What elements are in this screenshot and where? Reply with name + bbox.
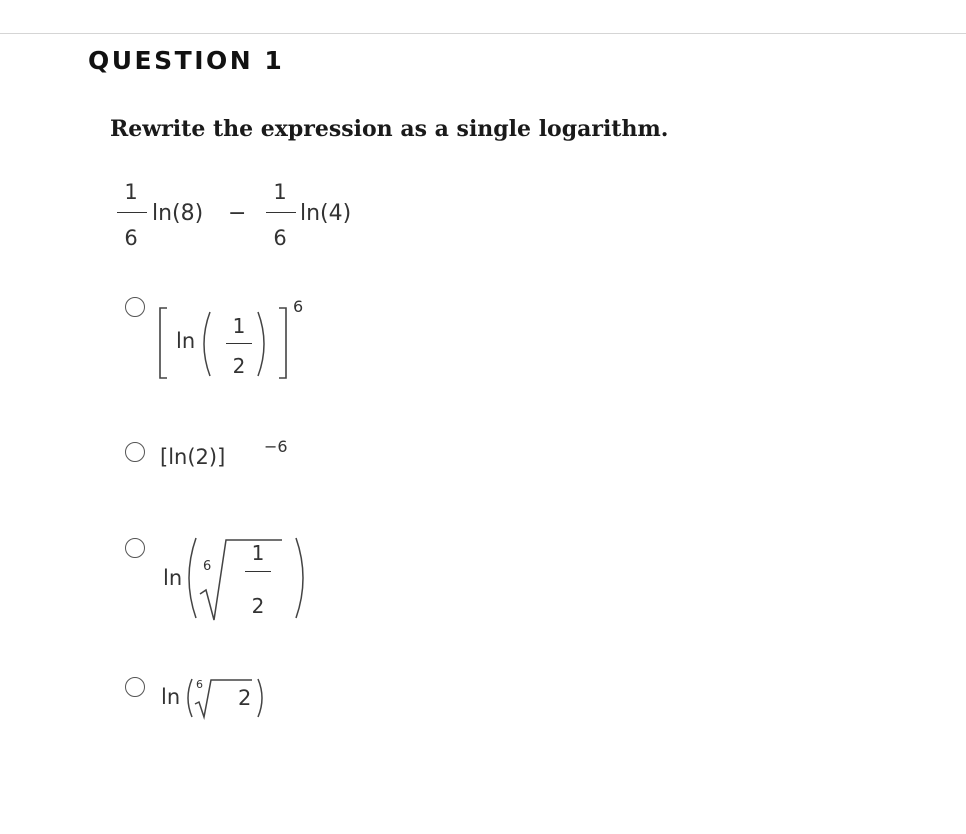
coef2-denominator: 6 bbox=[273, 226, 287, 250]
option-d-ln: ln bbox=[161, 685, 181, 709]
option-a-frac-num: 1 bbox=[232, 314, 246, 338]
question-prompt: Rewrite the expression as a single logarithm. bbox=[110, 116, 669, 142]
term1-log: ln(8) bbox=[152, 201, 204, 226]
option-c-frac-den: 2 bbox=[251, 594, 265, 618]
question-title: QUESTION 1 bbox=[88, 46, 285, 75]
option-c-radio[interactable] bbox=[125, 538, 145, 558]
option-d-root-index: 6 bbox=[196, 678, 203, 691]
option-b-base: [ln(2)] bbox=[160, 445, 226, 469]
coef1-numerator: 1 bbox=[124, 180, 138, 204]
top-divider bbox=[0, 33, 966, 34]
coef2-fraction-bar bbox=[266, 212, 296, 213]
option-a-exponent: 6 bbox=[293, 297, 304, 316]
coef1-fraction-bar bbox=[117, 212, 147, 213]
option-c-frac-num: 1 bbox=[251, 541, 265, 565]
option-c-ln: ln bbox=[163, 566, 183, 590]
option-c-root-index: 6 bbox=[203, 559, 212, 574]
minus-sign: − bbox=[228, 201, 247, 226]
option-a-radio[interactable] bbox=[125, 297, 145, 317]
coef1-denominator: 6 bbox=[124, 226, 138, 250]
option-a-frac-bar bbox=[226, 343, 252, 344]
option-d-radio[interactable] bbox=[125, 677, 145, 697]
term2-log: ln(4) bbox=[300, 201, 352, 226]
option-a-ln: ln bbox=[176, 329, 196, 353]
option-b-radio[interactable] bbox=[125, 442, 145, 462]
option-a-frac-den: 2 bbox=[232, 354, 246, 378]
option-b-exponent: −6 bbox=[264, 437, 288, 456]
coef2-numerator: 1 bbox=[273, 180, 287, 204]
option-c-frac-bar bbox=[245, 571, 271, 572]
option-a-right-bracket bbox=[276, 304, 296, 384]
option-d-radicand: 2 bbox=[238, 686, 252, 710]
